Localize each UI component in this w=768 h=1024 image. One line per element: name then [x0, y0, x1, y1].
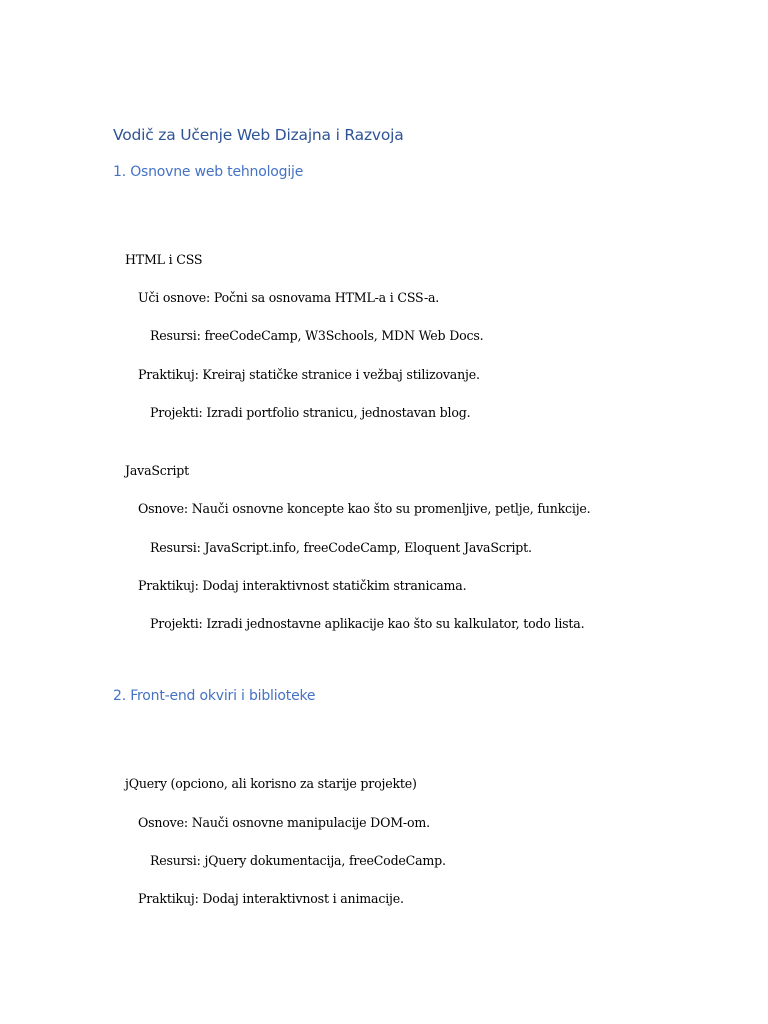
topic-html-css-practice: Praktikuj: Kreiraj statičke stranice i vežbaj stilizovanje.	[138, 367, 480, 382]
section-heading-basic-web-technologies: 1. Osnovne web tehnologije	[113, 164, 304, 180]
document-title: Vodič za Učenje Web Dizajna i Razvoja	[113, 126, 404, 144]
topic-jquery-practice: Praktikuj: Dodaj interaktivnost i animacije.	[138, 891, 404, 906]
topic-javascript: JavaScript	[125, 463, 190, 478]
section-heading-frontend-frameworks: 2. Front-end okviri i biblioteke	[113, 688, 316, 704]
topic-html-css-projects: Projekti: Izradi portfolio stranicu, jednostavan blog.	[150, 405, 471, 420]
topic-jquery: jQuery (opciono, ali korisno za starije projekte)	[125, 776, 417, 791]
topic-html-css-resources: Resursi: freeCodeCamp, W3Schools, MDN Web Docs.	[150, 328, 484, 343]
topic-html-css-basics: Uči osnove: Počni sa osnovama HTML-a i CSS-a.	[138, 290, 440, 305]
topic-javascript-basics: Osnove: Nauči osnovne koncepte kao što su promenljive, petlje, funkcije.	[138, 501, 591, 516]
topic-jquery-resources: Resursi: jQuery dokumentacija, freeCodeCamp.	[150, 853, 446, 868]
topic-javascript-practice: Praktikuj: Dodaj interaktivnost statičkim stranicama.	[138, 578, 467, 593]
topic-html-css: HTML i CSS	[125, 252, 203, 267]
topic-javascript-projects: Projekti: Izradi jednostavne aplikacije kao što su kalkulator, todo lista.	[150, 616, 585, 631]
topic-javascript-resources: Resursi: JavaScript.info, freeCodeCamp, Eloquent JavaScript.	[150, 540, 532, 555]
topic-jquery-basics: Osnove: Nauči osnovne manipulacije DOM-om.	[138, 815, 430, 830]
